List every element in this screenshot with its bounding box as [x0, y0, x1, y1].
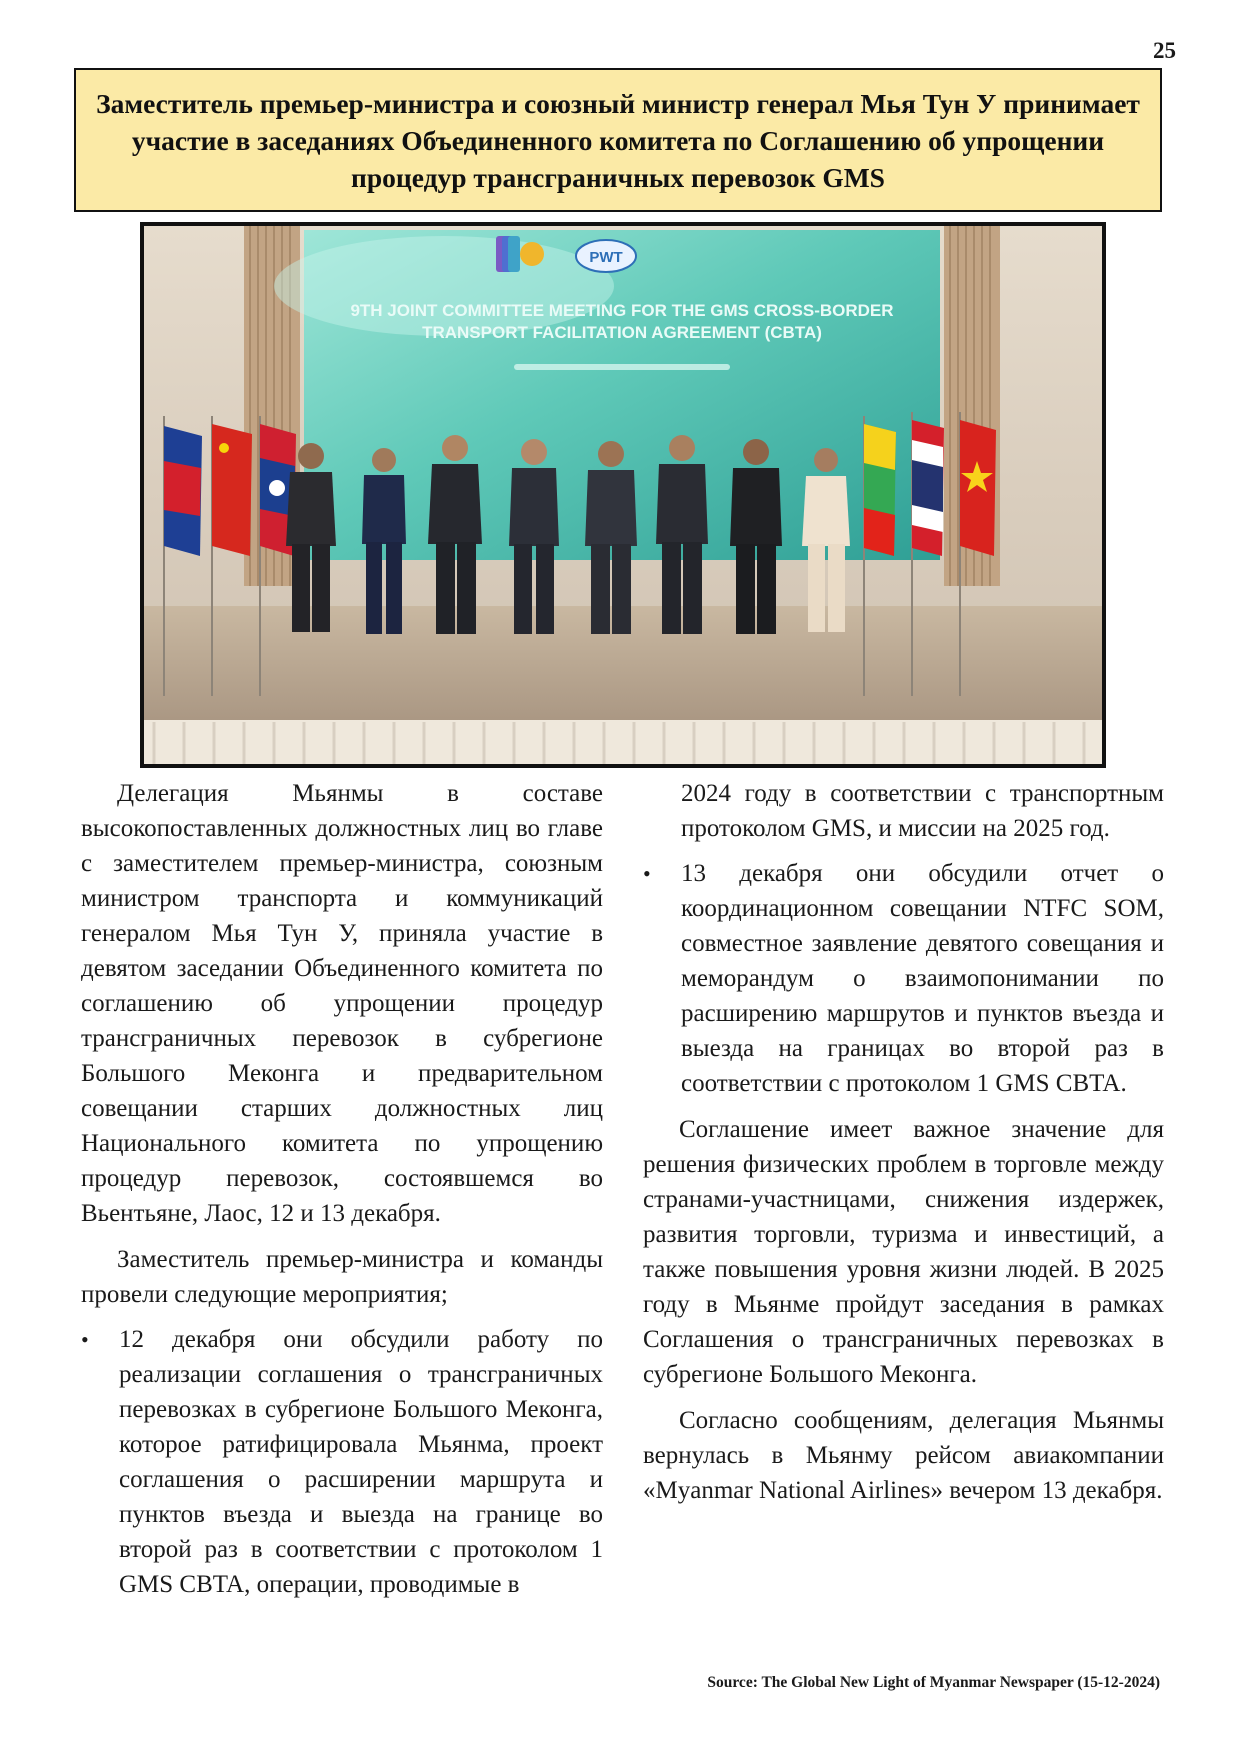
activities-list [81, 1322, 603, 1602]
delegate-3 [428, 435, 482, 634]
page-number: 25 [1153, 38, 1176, 63]
article-right-column [643, 776, 1164, 1508]
pwt-logo-label: PWT [589, 249, 623, 266]
list-item: • 13 декабря они обсудили отчет о координационном совещании NTFC SOM, совместное заявление девятого совещания и меморандум о взаимопонимании по расширению маршрутов и пунктов въезда и выезда на границах во второй раз в соответствии с протоколом 1 GMS CBTA. [643, 856, 1164, 1101]
meeting-photo-illustration [144, 226, 1102, 764]
article-left-column [81, 776, 603, 1602]
screen-heading-line1: 9TH JOINT COMMITTEE MEETING FOR THE GMS CROSS-BORDER [350, 301, 894, 320]
screen-heading-line2: TRANSPORT FACILITATION AGREEMENT (CBTA) [422, 323, 822, 342]
article-paragraph-1: Делегация Мьянмы в составе высокопоставленных должностных лиц во главе с заместителем премьер-министра, союзным министром транспорта и коммуникаций генералом Мья Тун У, приняла участие в девятом заседании Объединенного комитета по соглашению об упрощении процедур трансграничных перевозок в субрегионе Большого Меконга и предварительном совещании старших должностных лиц Национального комитета по упрощению процедур перевозок, состоявшемся во Вьентьяне, Лаос, 12 и 13 декабря. [81, 780, 603, 1227]
pwt-logo-icon [576, 240, 636, 272]
list-item: • 12 декабря они обсудили работу по реализации соглашения о трансграничных перевозках в субрегионе Большого Меконга, которое ратифицировала Мьянма, проект соглашения о расширении маршрута и пунктов въезда и выезда на границе во второй раз в соответствии с протоколом 1 GMS CBTA, операции, проводимые в [81, 1322, 603, 1602]
headline-box [74, 68, 1162, 212]
list-item-continuation: 2024 году в соответствии с транспортным протоколом GMS, и миссии на 2025 год. [681, 780, 1164, 842]
headline: Заместитель премьер-министра и союзный министр генерал Мья Тун У принимает участие в заседаниях Объединенного комитета по Соглашению об упрощении процедур трансграничных перевозок GMS [96, 87, 1140, 193]
activities-list-continued [643, 856, 1164, 1101]
article-paragraph-3: Соглашение имеет важное значение для решения физических проблем в торговле между странами-участницами, снижения издержек, развития торговли, туризма и инвестиций, а также повышения уровня жизни людей. В 2025 году в Мьянме пройдут заседания в рамках Соглашения о трансграничных перевозках в субрегионе Большого Меконга. [643, 1116, 1164, 1388]
news-photo [140, 222, 1106, 768]
article-paragraph-2: Заместитель премьер-министра и команды провели следующие мероприятия; [81, 1246, 603, 1308]
article-paragraph-4: Согласно сообщениям, делегация Мьянмы вернулась в Мьянму рейсом авиакомпании «Myanmar National Airlines» вечером 13 декабря. [643, 1407, 1164, 1504]
stage-skirt [144, 720, 1102, 764]
source-credit: Source: The Global New Light of Myanmar Newspaper (15-12-2024) [707, 1674, 1160, 1691]
screen-date-line [514, 364, 730, 370]
